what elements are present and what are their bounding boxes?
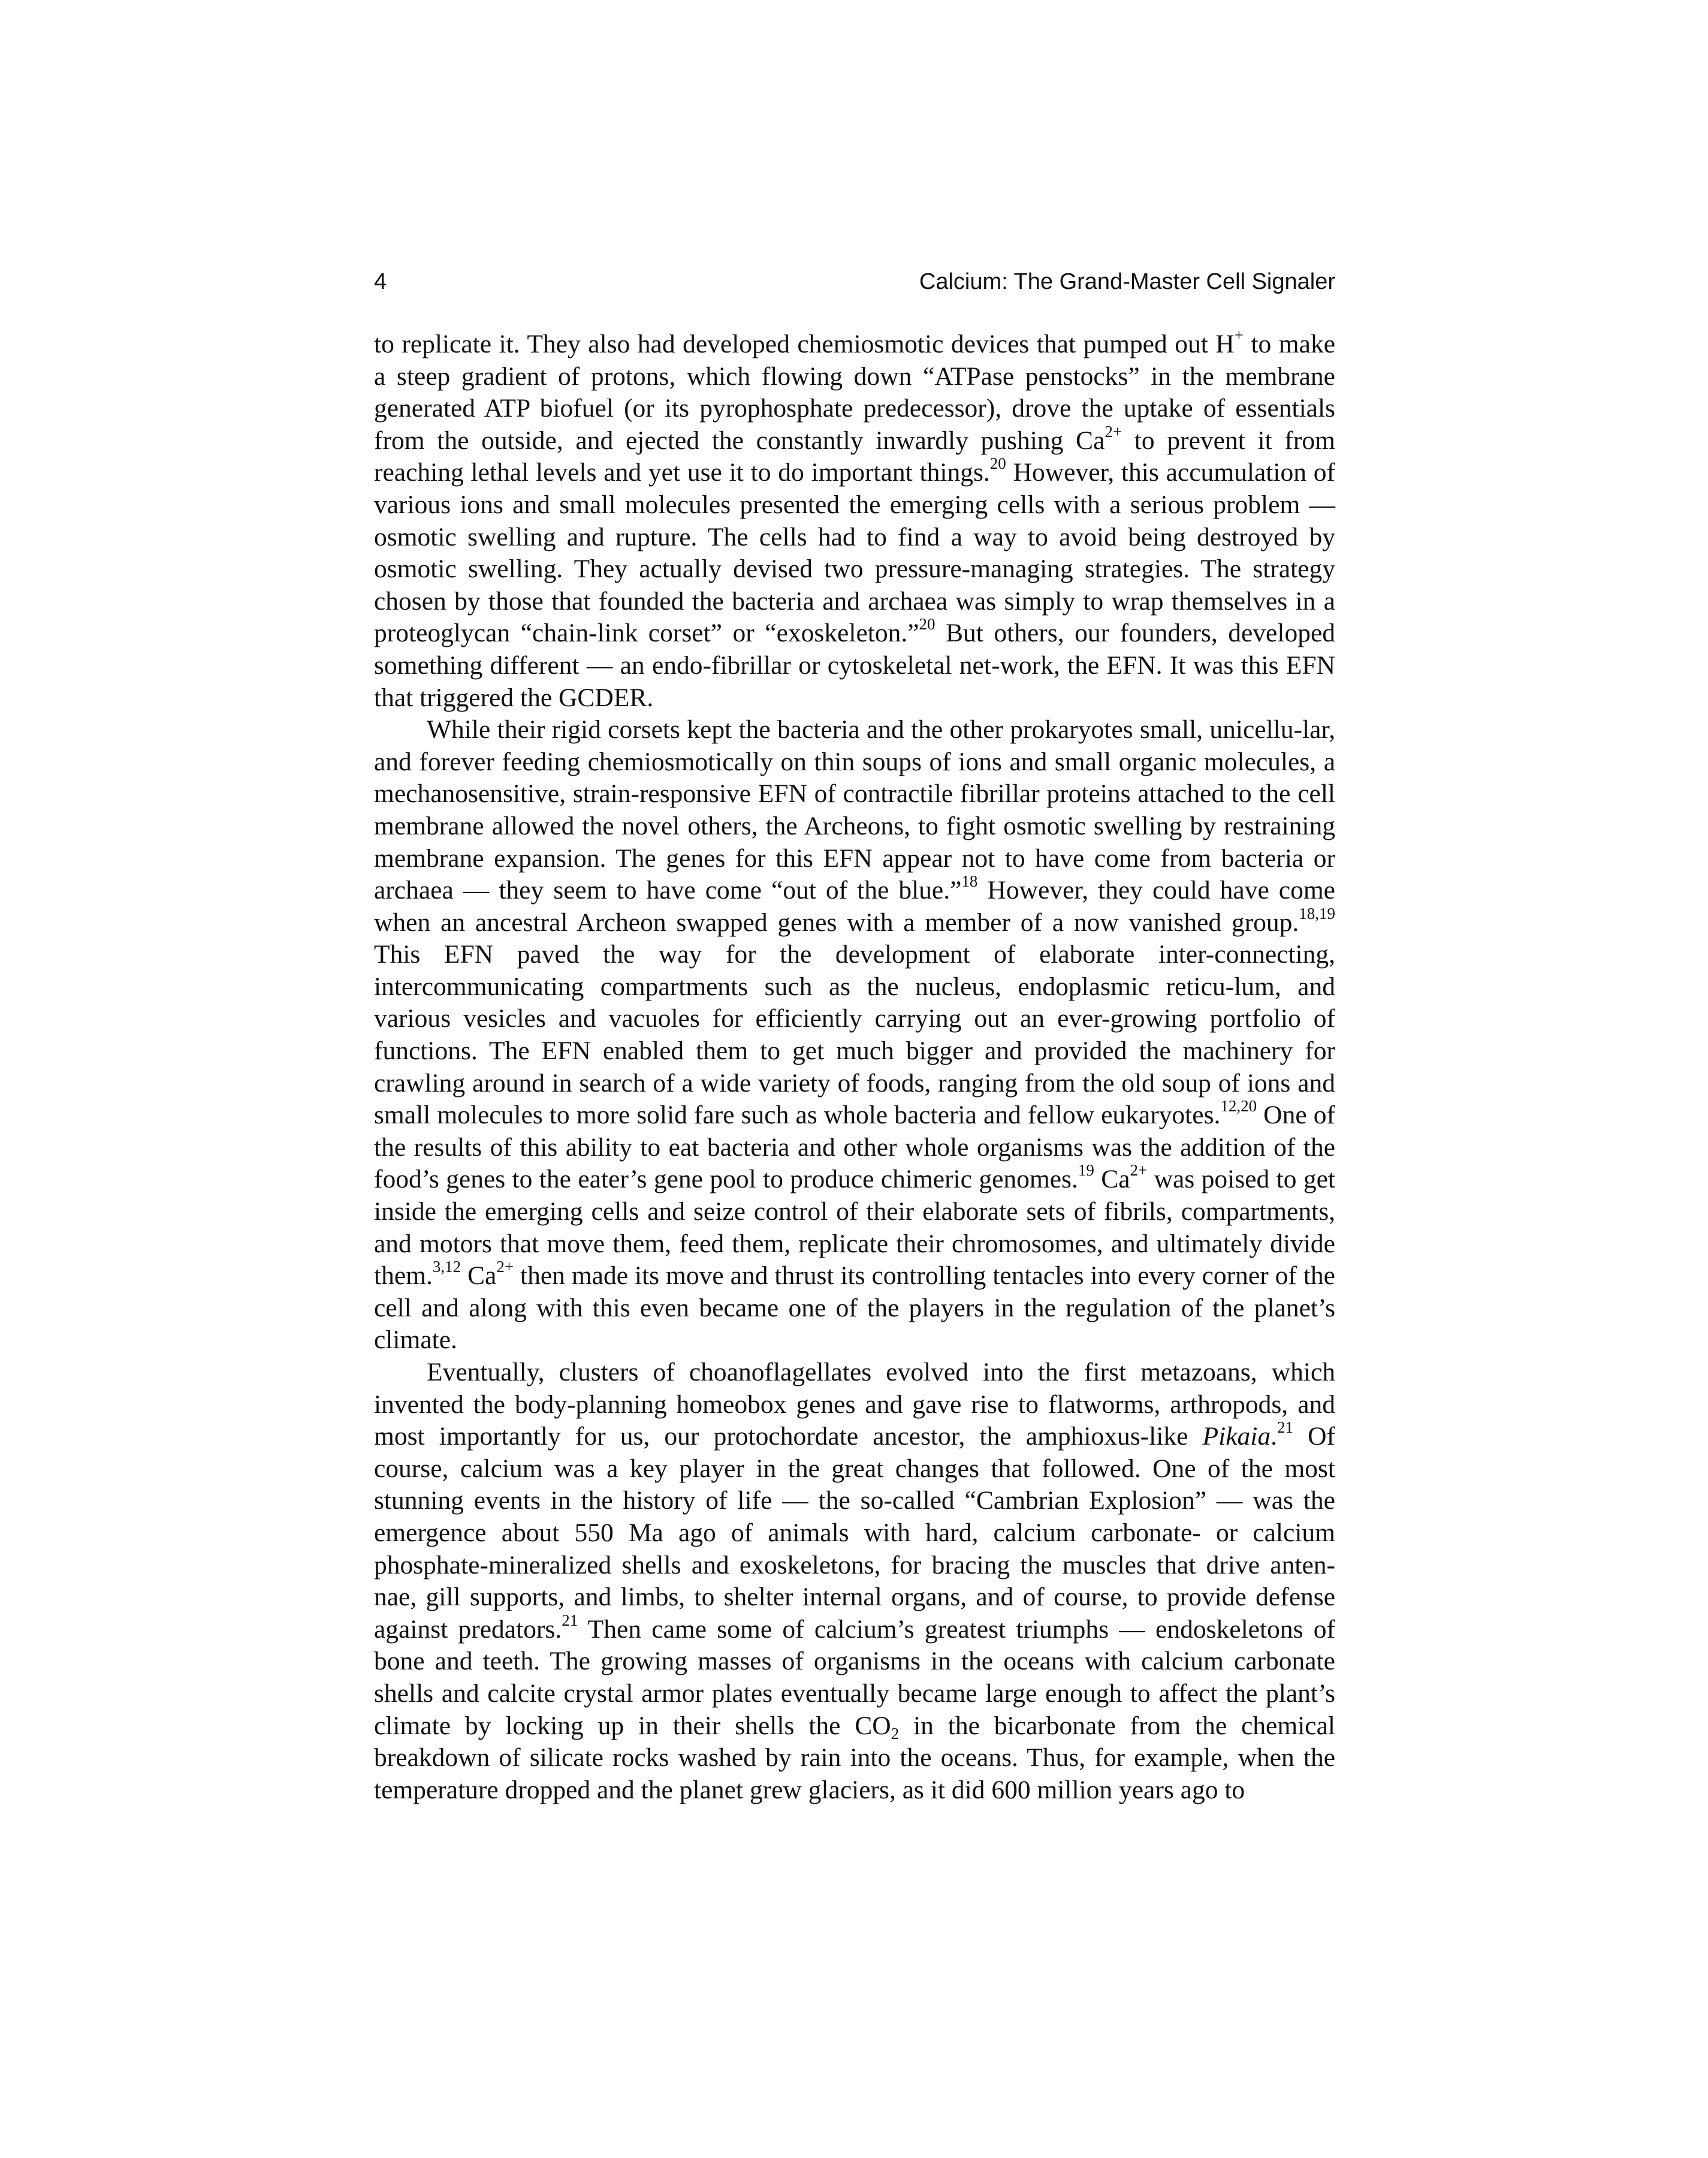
superscript: 20 xyxy=(989,454,1006,473)
superscript: 21 xyxy=(1277,1418,1293,1436)
running-title: Calcium: The Grand-Master Cell Signaler xyxy=(919,269,1335,294)
superscript: 3,12 xyxy=(432,1258,461,1276)
superscript: 20 xyxy=(919,615,936,634)
superscript: + xyxy=(1234,325,1244,344)
text-run: However, they could have come when an ancestral Archeon swapped genes with a member of a now vanished group. xyxy=(374,876,1335,937)
text-run: While their rigid corsets kept the bacteria and the other prokaryotes small, unicellu-lar, and forever feeding chemiosmotically on thin soups of ions and small organic molecules, a mechanosensitive, strain-responsive EFN of contractile fibrillar proteins attached to the cell membrane allowed the novel others, the Archeons, to fight osmotic swelling by restraining membrane expansion. The genes for this EFN appear not to have come from bacteria or archaea — they seem to have come “out of the blue.” xyxy=(374,715,1335,905)
superscript: 18,19 xyxy=(1299,904,1335,923)
text-run: But others, our founders, developed something different — an endo-fibrillar or cytoskeletal net-work, the EFN. It was this EFN that triggered the GCDER. xyxy=(374,619,1335,712)
superscript: 2+ xyxy=(1130,1161,1148,1180)
text-run: One of the results of this ability to eat bacteria and other whole organisms was the addition of the food’s genes to the eater’s gene pool to produce chimeric genomes. xyxy=(374,1101,1335,1194)
superscript: 18 xyxy=(961,872,978,890)
body-text xyxy=(374,325,1336,1806)
text-run: to replicate it. They also had developed chemiosmotic devices that pumped out H xyxy=(374,330,1235,358)
text-run: was poised to get inside the emerging cells and seize control of their elaborate sets of fibrils, compartments, and motors that move them, feed them, replicate their chromosomes, and ultimately divide them. xyxy=(374,1165,1336,1291)
superscript: 2+ xyxy=(496,1258,514,1276)
text-run: This EFN paved the way for the development of elaborate inter-connecting, intercommunicating compartments such as the nucleus, endoplasmic reticu-lum, and various vesicles and vacuoles for efficiently carrying out an ever-growing portfolio of functions. The EFN enabled them to get much bigger and provided the machinery for crawling around in search of a wide variety of foods, ranging from the old soup of ions and small molecules to more solid fare such as whole bacteria and fellow eukaryotes. xyxy=(374,940,1335,1130)
text-run: Then came some of calcium’s greatest triumphs — endoskeletons of bone and teeth. The growing masses of organisms in the oceans with calcium carbonate shells and calcite crystal armor plates eventually became large enough to affect the plant’s climate by locking up in their shells the CO xyxy=(374,1614,1335,1740)
page-number: 4 xyxy=(374,269,387,294)
superscript: 12,20 xyxy=(1220,1097,1257,1116)
text-run: in the bicarbonate from the chemical breakdown of silicate rocks washed by rain into the oceans. Thus, for example, when the temperature dropped and the planet grew glaciers, as it did 600 million years ago to xyxy=(374,1711,1335,1804)
text-run: Ca xyxy=(1094,1165,1130,1194)
superscript: 21 xyxy=(562,1611,578,1629)
superscript: 2+ xyxy=(1105,422,1122,441)
body-paragraph xyxy=(374,325,1335,714)
text-run: Eventually, clusters of choanoflagellates evolved into the first metazoans, which invented the body-planning homeobox genes and gave rise to flatworms, arthropods, and most importantly for us, our protochordate ancestor, the amphioxus-like xyxy=(374,1358,1335,1451)
italic-text: Pikaia xyxy=(1202,1422,1271,1451)
text-run: then made its move and thrust its controlling tentacles into every corner of the cell and along with this even became one of the players in the regulation of the planet’s climate. xyxy=(374,1261,1335,1355)
page-header xyxy=(374,264,1335,300)
superscript: 19 xyxy=(1078,1161,1094,1180)
text-run: Of course, calcium was a key player in the great changes that followed. One of the most stunning events in the history of life — the so-called “Cambrian Explosion” — was the emergence about 550 Ma ago of animals with hard, calcium carbonate- or calcium phosphate-mineralized shells and exoskeletons, for bracing the muscles that drive anten-nae, gill supports, and limbs, to shelter internal organs, and of course, to provide defense against predators. xyxy=(374,1422,1336,1644)
text-run: to prevent it from reaching lethal levels and yet use it to do important things. xyxy=(374,426,1335,487)
subscript: 2 xyxy=(891,1724,900,1743)
text-run: . xyxy=(1271,1422,1277,1451)
text-run: to make a steep gradient of protons, which flowing down “ATPase penstocks” in the membrane generated ATP biofuel (or its pyrophosphate predecessor), drove the uptake of essentials from the outside, and ejected the constantly inwardly pushing Ca xyxy=(374,330,1335,455)
text-run: Ca xyxy=(461,1261,497,1291)
body-paragraph xyxy=(374,1357,1335,1806)
text-run: However, this accumulation of various ions and small molecules presented the emerging cells with a serious problem — osmotic swelling and rupture. The cells had to find a way to avoid being destroyed by osmotic swelling. They actually devised two pressure-managing strategies. The strategy chosen by those that founded the bacteria and archaea was simply to wrap themselves in a proteoglycan “chain-link corset” or “exoskeleton.” xyxy=(374,458,1335,648)
body-paragraph xyxy=(374,714,1335,1357)
